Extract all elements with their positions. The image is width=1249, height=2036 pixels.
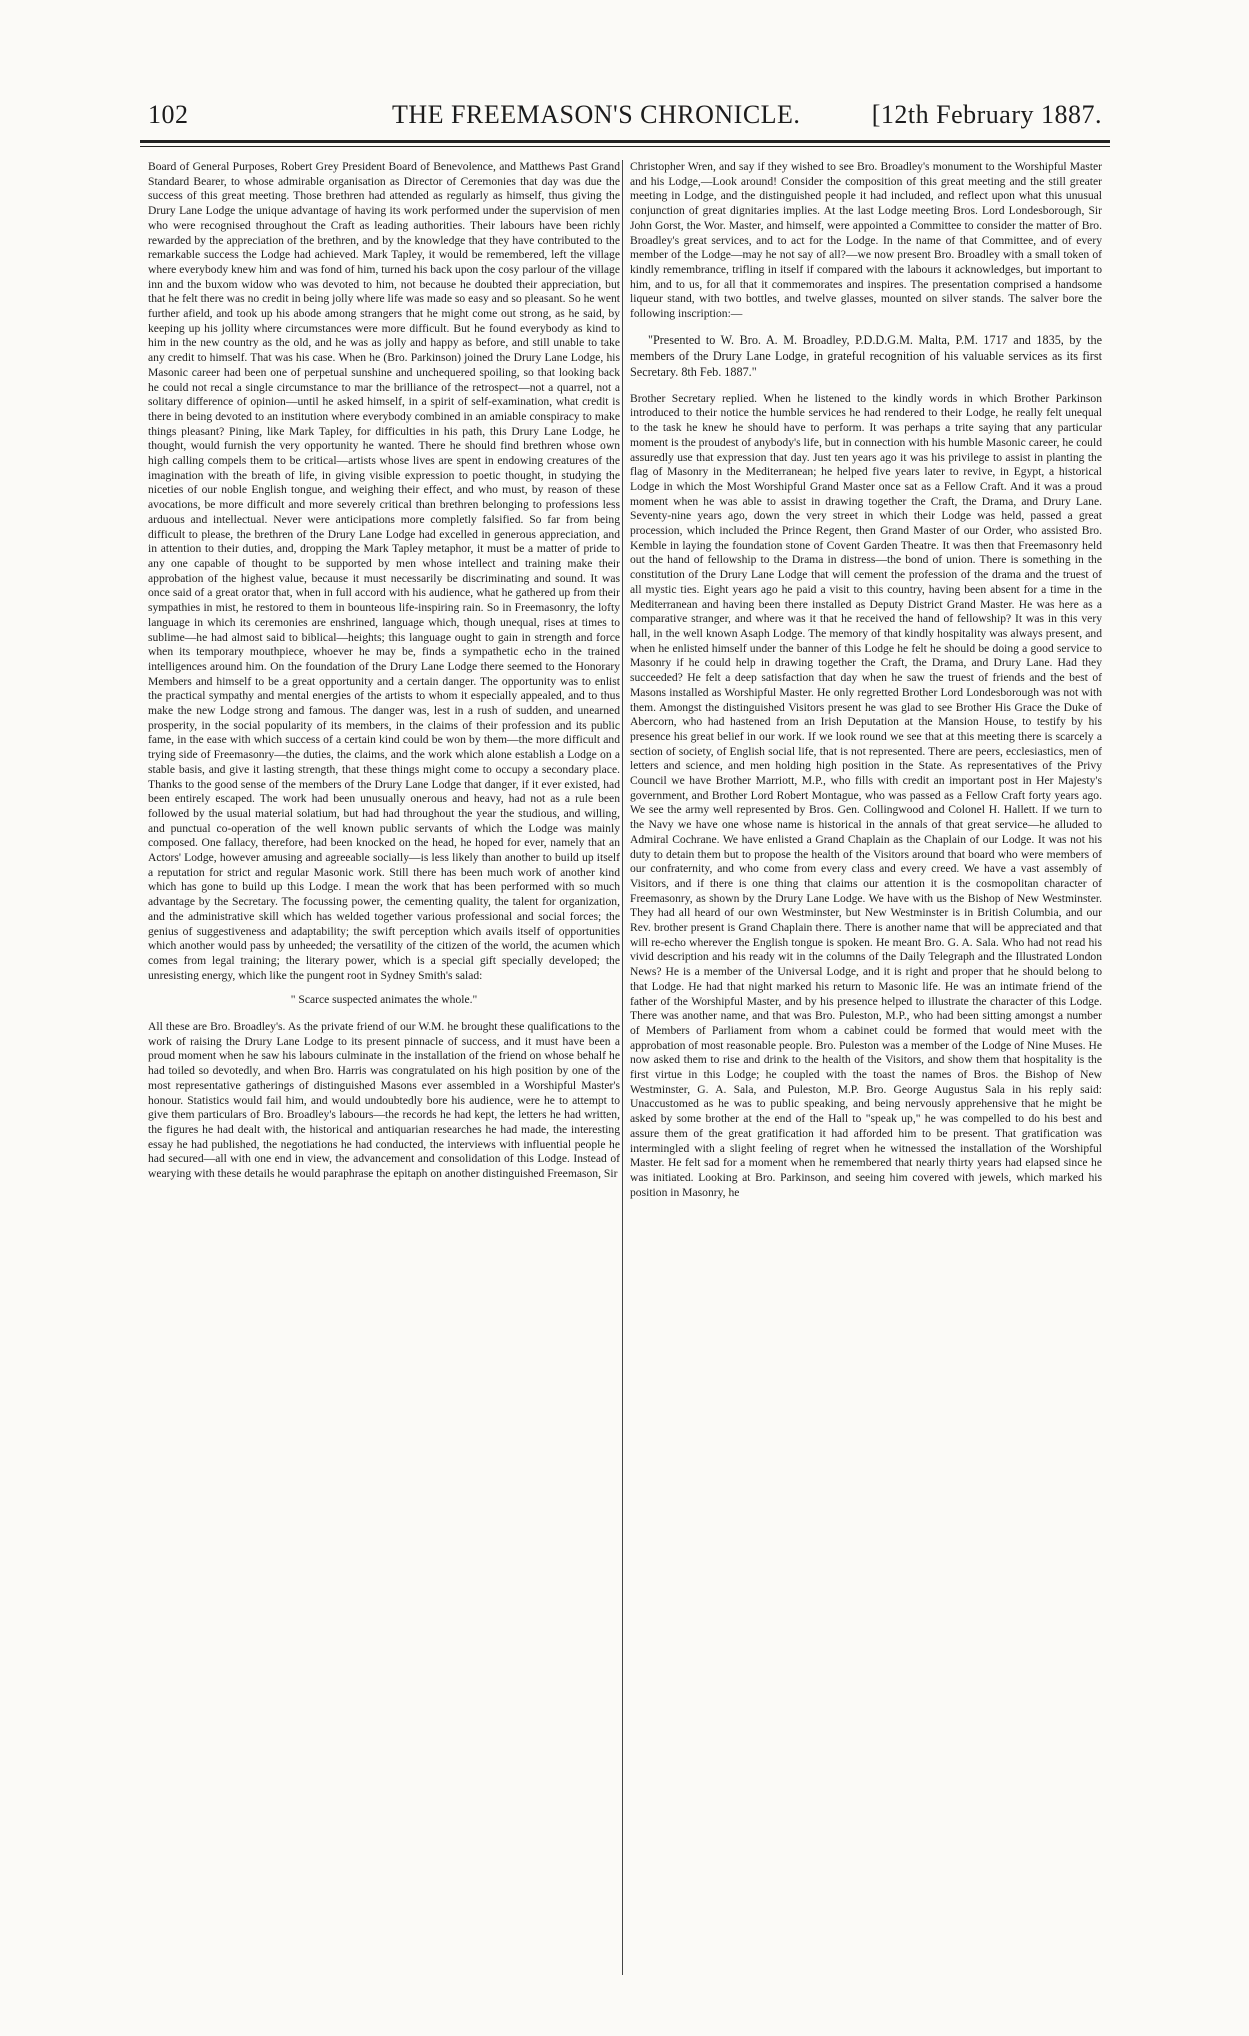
masthead-rule-thin [140,146,1110,147]
masthead [140,100,1110,134]
salver-inscription: "Presented to W. Bro. A. M. Broadley, P.D.D.G.M. Malta, P.M. 1717 and 1835, by the members of the Drury Lane Lodge, in grateful recognition of his valuable services as its first Secretary. 8th Feb. 1887." [630,332,1102,379]
right-paragraph-2: Brother Secretary replied. When he listened to the kindly words in which Brother Parkinson introduced to their notice the humble services he had rendered to their Lodge, he really felt unequal to the task he knew he should have to perform. It was perhaps a trite saying that any particular moment is the proudest of anybody's life, but in connection with his humble Masonic career, he could assuredly use that expression that day. Just ten years ago it was his privilege to assist in planting the flag of Masonry in the Mediterranean; he helped five years later to revive, in Egypt, a historical Lodge in which the Most Worshipful Grand Master once sat as a Fellow Craft. And it was a proud moment when he was able to assist in drawing together the Craft, the Drama, and Drury Lane. Seventy-nine years ago, down the very street in which their Lodge was held, passed a great procession, which included the Prince Regent, then Grand Master of our Order, who assisted Bro. Kemble in laying the foundation stone of Covent Garden Theatre. It was then that Freemasonry held out the hand of fellowship to the Drama in distress—the bond of union. There is something in the constitution of the Drury Lane Lodge that will cement the profession of the drama and the truest of all mystic ties. Eight years ago he paid a visit to this country, having been absent for a time in the Mediterranean and having been there installed as Deputy District Grand Master. He was here as a comparative stranger, and where was it that he received the hand of fellowship? It was in this very hall, in the well known Asaph Lodge. The memory of that kindly hospitality was always present, and when he enlisted himself under the banner of this Lodge he felt he should be doing a good service to Masonry if he could help in drawing together the Craft, the Drama, and Drury Lane. Had they succeeded? He felt a deep satisfaction that day when he saw the truest of friends and the best of Masons installed as Worshipful Master. He only regretted Brother Lord Londesborough was not with them. Amongst the distinguished Visitors present he was glad to see Brother His Grace the Duke of Abercorn, who had hastened from an Irish Deputation at the Mansion House, to testify by his presence his great belief in our work. If we look round we see that at this meeting there is scarcely a section of society, of English social life, that is not represented. There are peers, ecclesiastics, men of letters and science, and men holding high position in the State. As representatives of the Privy Council we have Brother Marriott, M.P., who fills with credit an important post in Her Majesty's government, and Brother Lord Robert Montague, who was passed as a Fellow Craft forty years ago. We see the army well represented by Bros. Gen. Collingwood and Colonel H. Hallett. If we turn to the Navy we have one whose name is historical in the annals of that great service—he alluded to Admiral Cochrane. We have enlisted a Grand Chaplain as the Chaplain of our Lodge. It was not his duty to detain them but to propose the health of the Visitors around that board who were members of our confraternity, and who come from every class and every creed. We have a vast assembly of Visitors, and if there is one thing that claims our attention it is the cosmopolitan character of Freemasonry, as shown by the Drury Lane Lodge. We have with us the Bishop of New Westminster. They had all heard of our own Westminster, but New Westminster is in British Columbia, and our Rev. brother present is Grand Chaplain there. There is another name that will be appreciated and that will re-echo wherever the English tongue is spoken. He meant Bro. G. A. Sala. Who had not read his vivid description and his ready wit in the columns of the Daily Telegraph and the Illustrated London News? He is a member of the Universal Lodge, and it is right and proper that he should belong to that Lodge. He had that night marked his return to Masonic life. He was an intimate friend of the father of the Worshipful Master, and by his presence helped to illustrate the character of this Lodge. There was another name, and that was Bro. Puleston, M.P., who had been sitting amongst a number of Members of Parliament from whom a cabinet could be formed that would meet with the approbation of most reasonable people. Bro. Puleston was a member of the Lodge of Nine Muses. He now asked them to rise and drink to the health of the Visitors, and show them that hospitality is the first virtue in this Lodge; he coupled with the toast the names of Bros. the Bishop of New Westminster, G. A. Sala, and Puleston, M.P. Bro. George Augustus Sala in his reply said: Unaccustomed as he was to public speaking, and being nervously apprehensive that he might be asked by some brother at the end of the Hall to "speak up," he was compelled to do his best and assure them of the great gratification it had afforded him to be present. That gratification was intermingled with a slight feeling of regret when he witnessed the installation of the Worshipful Master. He felt sad for a moment when he remembered that nearly thirty years had elapsed since he was initiated. Looking at Bro. Parkinson, and seeing him covered with jewels, which marked his position in Masonry, he [630,391,1102,1199]
issue-date: [12th February 1887. [871,100,1102,129]
left-column [148,160,620,1975]
article-columns [140,160,1110,1975]
left-paragraph-2: All these are Bro. Broadley's. As the private friend of our W.M. he brought these qualifications to the work of raising the Drury Lane Lodge to its present pinnacle of success, and it must have been a proud moment when he saw his labours culminate in the installation of the friend on whose behalf he had toiled so devotedly, and when Bro. Harris was congratulated on his high position by one of the most representative gatherings of distinguished Masons ever assembled in a Worshipful Master's honour. Statistics would fail him, and would undoubtedly bore his audience, were he to attempt to give them particulars of Bro. Broadley's labours—the records he had kept, the letters he had written, the figures he had dealt with, the historical and antiquarian researches he had made, the interesting essay he had published, the negotiations he had conducted, the interviews with influential people he had secured—all with one end in view, the advancement and consolidation of this Lodge. Instead of wearying with these details he would paraphrase the epitaph on another distinguished Freemason, Sir [148,1020,620,1181]
right-paragraph-1: Christopher Wren, and say if they wished to see Bro. Broadley's monument to the Worshipful Master and his Lodge,—Look around! Consider the composition of this great meeting and the still greater meeting in Lodge, and the distinguished people it had included, and reflect upon what this unusual conjunction of great dignitaries implies. At the last Lodge meeting Bros. Lord Londesborough, Sir John Gorst, the Wor. Master, and himself, were appointed a Committee to consider the matter of Bro. Broadley's great services, and to act for the Lodge. In the name of that Committee, and of every member of the Lodge—may he not say of all?—we now present Bro. Broadley with a small token of kindly remembrance, trifling in itself if compared with the labours it acknowledges, but important to him, and to us, for all that it commemorates and inspires. The presentation comprised a handsome liqueur stand, with two bottles, and twelve glasses, mounted on silver stands. The salver bore the following inscription:— [630,160,1102,321]
publication-title: THE FREEMASON'S CHRONICLE. [392,100,801,129]
left-paragraph-1: Board of General Purposes, Robert Grey President Board of Benevolence, and Matthews Past Grand Standard Bearer, to whose admirable organisation as Director of Ceremonies that day was due the success of this great meeting. Those brethren had attended as regularly as himself, thus giving the Drury Lane Lodge the unique advantage of having its work performed under the supervision of men who were recognised throughout the Craft as leading authorities. Their labours have been richly rewarded by the appreciation of the brethren, and by the knowledge that they have contributed to the remarkable success the Lodge had achieved. Mark Tapley, it would be remembered, left the village where everybody knew him and was fond of him, turned his back upon the cosy parlour of the village inn and the buxom widow who was devoted to him, not because he doubted their appreciation, but that he felt there was no credit in being jolly where life was made so easy and so pleasant. So he went further afield, and took up his abode among strangers that he might come out strong, as he said, by keeping up his jollity where circumstances were more difficult. But he found everybody as kind to him in the new country as the old, and he was as jolly and happy as before, and still unable to take any credit to himself. That was his case. When he (Bro. Parkinson) joined the Drury Lane Lodge, his Masonic career had been one of perpetual sunshine and unchequered spoiling, so that looking back he could not recal a single circumstance to mar the brilliance of the retrospect—not a quarrel, not a solitary difference of opinion—until he asked himself, in a spirit of self-examination, what credit is there in being devoted to an institution where everybody combined in an amiable conspiracy to make things pleasant? Pining, like Mark Tapley, for difficulties in his path, this Drury Lane Lodge, he thought, would furnish the very opportunity he wanted. There he should find brethren whose own high calling compels them to be critical—artists whose lives are spent in endowing creatures of the imagination with the breath of life, in giving visible expression to poetic thought, in studying the niceties of our noble English tongue, and weighing their effect, and who must, by reason of these avocations, be more difficult and more severely critical than brethren belonging to professions less arduous and intellectual. Never were anticipations more completly falsified. So far from being difficult to please, the brethren of the Drury Lane Lodge had excelled in generous appreciation, and in attention to their duties, and, dropping the Mark Tapley metaphor, it must be a matter of pride to any one capable of thought to be supported by men whose intellect and training make their approbation of the highest value, because it must necessarily be discriminating and sound. It was once said of a great orator that, when in full accord with his audience, what he gathered up from their sympathies in mist, he restored to them in bounteous life-inspiring rain. So in Freemasonry, the lofty language in which its ceremonies are enshrined, language which, though unequal, rises at times to sublime—he had almost said to biblical—heights; this language ought to gain in strength and force when its temporary mouthpiece, whoever he may be, finds a sympathetic echo in the trained intelligences around him. On the foundation of the Drury Lane Lodge there seemed to the Honorary Members and himself to be a great opportunity and a certain danger. The opportunity was to enlist the practical sympathy and mental energies of the artists to whom it especially appealed, and to thus make the new Lodge strong and famous. The danger was, lest in a rush of sudden, and unearned prosperity, in the social popularity of its members, in the claims of their profession and its public fame, in the ease with which success of a certain kind could be won by them—the more difficult and trying side of Freemasonry—the duties, the claims, and the work which alone establish a Lodge on a stable basis, and give it lasting strength, that these things might come to occupy a secondary place. Thanks to the good sense of the members of the Drury Lane Lodge that danger, if it ever existed, had been entirely escaped. The work had been unusually onerous and heavy, had not as a rule been followed by the usual material solatium, but had had throughout the year the studious, and willing, and punctual co-operation of the well known public servants of which the Lodge was mainly composed. One fallacy, therefore, had been knocked on the head, he hoped for ever, namely that an Actors' Lodge, however amusing and agreeable socially—is less likely than another to build up itself a reputation for strict and regular Masonic work. Still there has been much work of another kind which has gone to build up this Lodge. I mean the work that has been performed with so much advantage by the Secretary. The focussing power, the cementing quality, the talent for organization, and the administrative skill which has welded together various professional and social forces; the genius of suggestiveness and adaptability; the swift perception which avails itself of opportunities which another would pass by unheeded; the versatility of the citizen of the world, the acumen which comes from legal training; the literary power, which is a special gift specially developed; the unresisting energy, which like the pungent root in Sydney Smith's salad: [148,160,620,982]
masthead-rule-thick [140,140,1110,143]
page-number: 102 [148,100,189,129]
column-divider [622,160,623,1975]
salad-quote: " Scarce suspected animates the whole." [290,993,478,1007]
right-column [630,160,1102,1975]
newspaper-page [140,100,1110,1199]
